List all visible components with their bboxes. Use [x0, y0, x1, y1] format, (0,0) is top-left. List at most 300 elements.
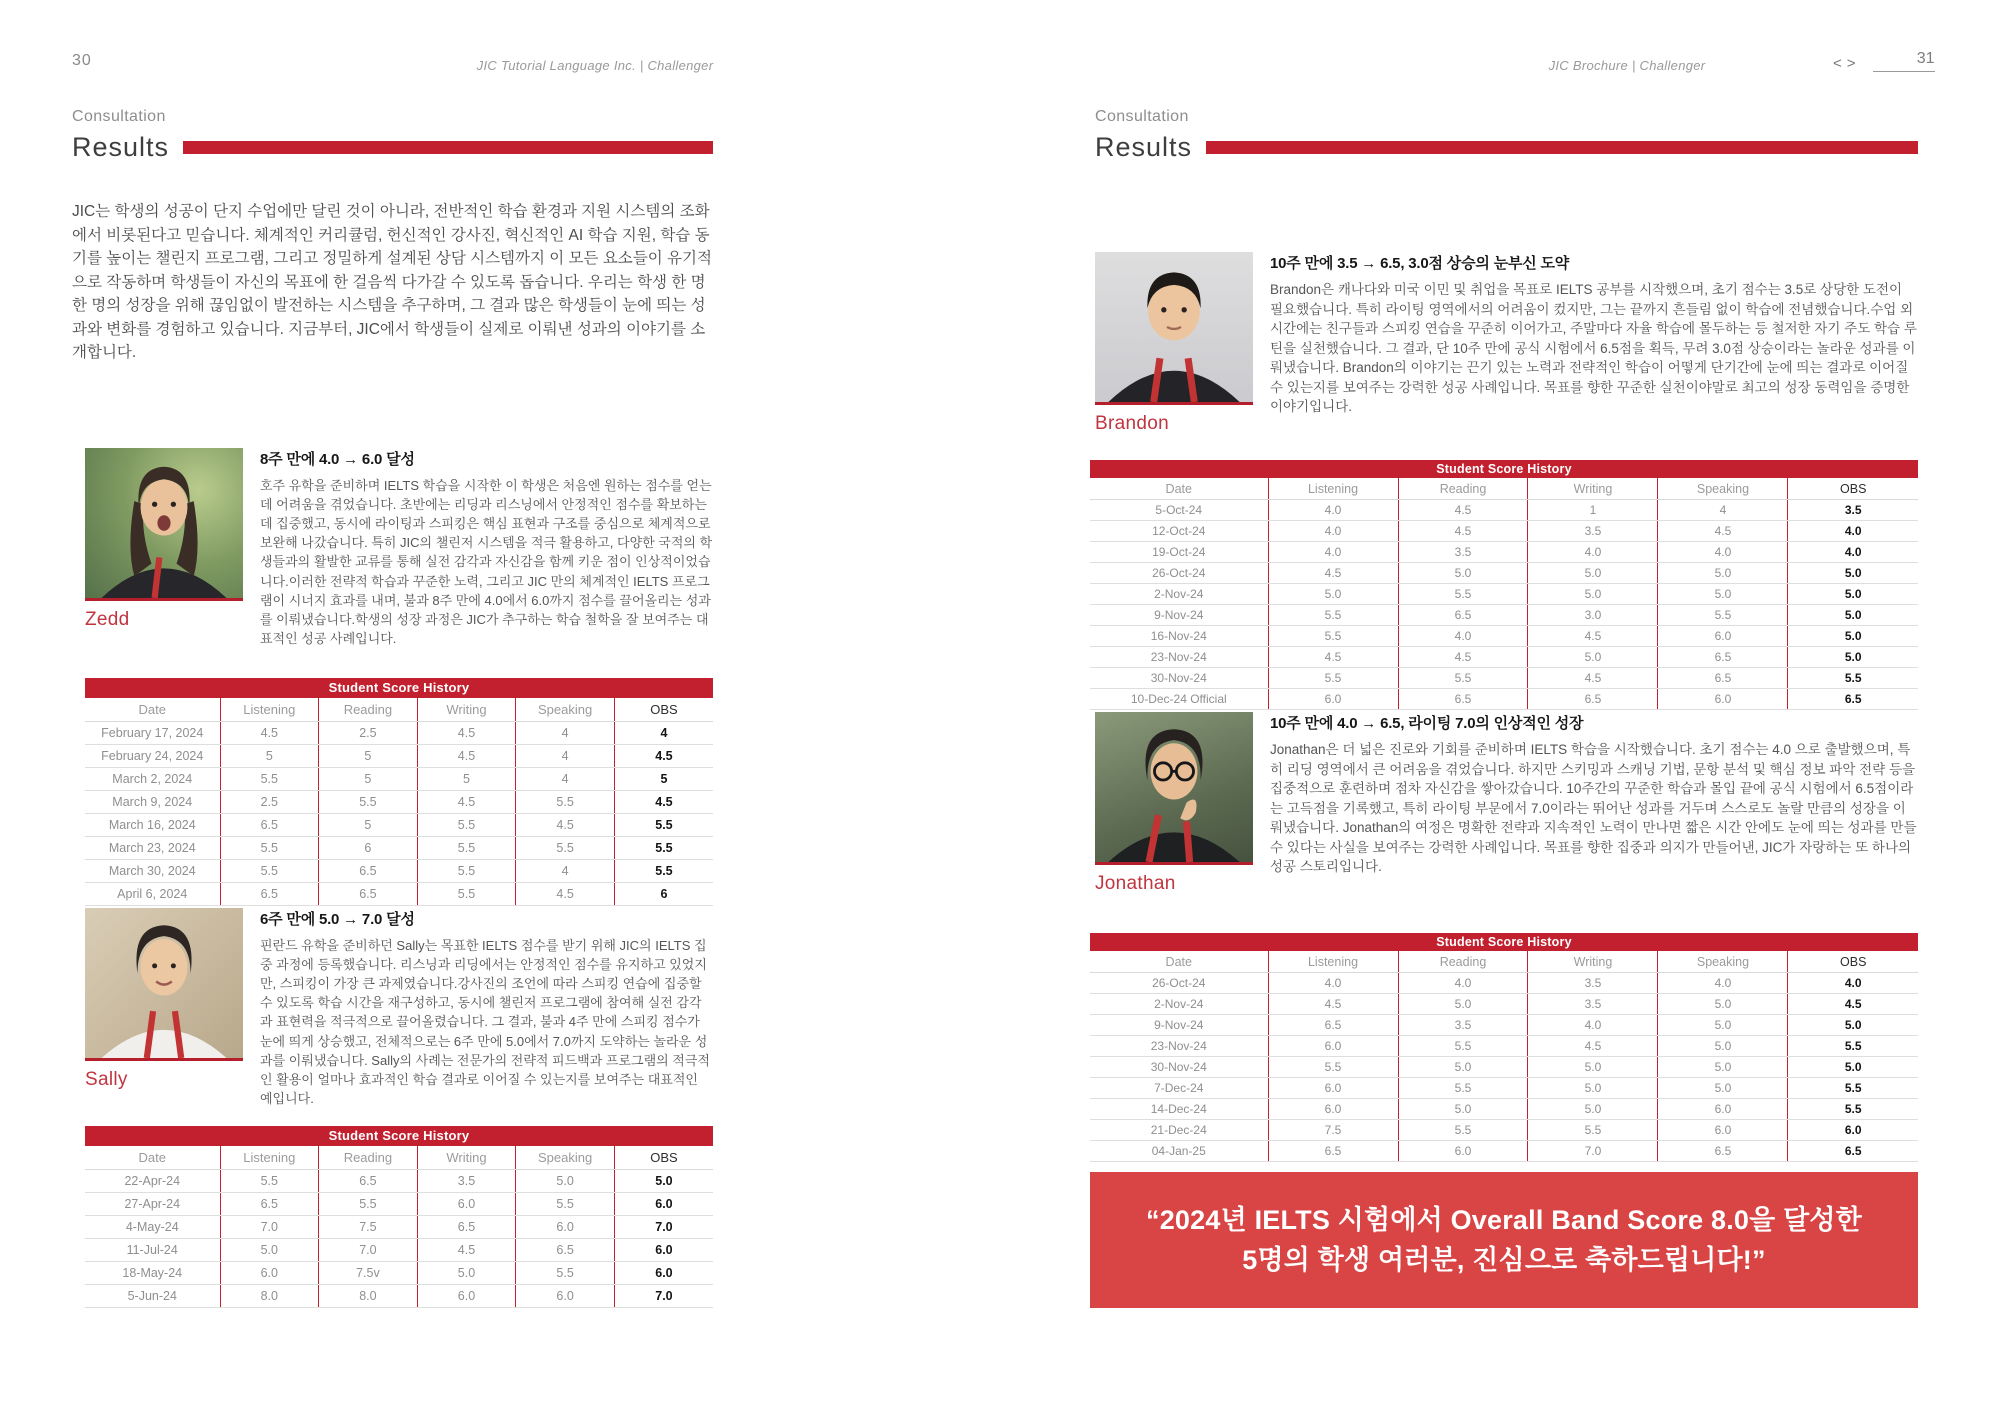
table-row [1090, 668, 1918, 689]
score-cell: 4 [516, 768, 615, 791]
score-cell: 7.0 [319, 1239, 418, 1262]
eyebrow-right: Consultation [1095, 108, 1189, 125]
date-cell: February 17, 2024 [85, 722, 220, 745]
date-cell: 14-Dec-24 [1090, 1099, 1268, 1120]
score-history-table [85, 698, 713, 906]
page-number-left-text: 30 [72, 52, 92, 69]
person-portrait-icon [85, 908, 243, 1058]
score-cell: 4.5 [417, 722, 516, 745]
student-photo-brandon [1095, 252, 1253, 405]
score-cell: 4 [1658, 500, 1788, 521]
date-cell: 4-May-24 [85, 1216, 220, 1239]
date-cell: March 2, 2024 [85, 768, 220, 791]
eyebrow-left: Consultation [72, 108, 166, 125]
table-header-row [85, 698, 713, 722]
table-row [85, 791, 713, 814]
column-header-listening: Listening [1268, 951, 1398, 973]
score-cell: 6.5 [516, 1239, 615, 1262]
table-row [1090, 563, 1918, 584]
next-page-icon[interactable]: > [1846, 55, 1861, 72]
score-cell: 4 [516, 860, 615, 883]
obs-cell: 6.0 [1788, 1120, 1918, 1141]
section-title-row-left [72, 132, 713, 163]
score-cell: 6.5 [417, 1216, 516, 1239]
score-cell: 3.5 [417, 1170, 516, 1193]
score-cell: 5.5 [1528, 1120, 1658, 1141]
table-row [1090, 689, 1918, 710]
date-cell: March 23, 2024 [85, 837, 220, 860]
column-header-listening: Listening [220, 698, 319, 722]
score-cell: 4.5 [1268, 563, 1398, 584]
score-table-jonathan [1090, 933, 1918, 1162]
score-cell: 7.5v [319, 1262, 418, 1285]
table-row [85, 1285, 713, 1308]
student-photo-zedd [85, 448, 243, 601]
person-portrait-icon [85, 448, 243, 598]
score-cell: 5.5 [417, 837, 516, 860]
score-cell: 5.0 [417, 1262, 516, 1285]
table-row [1090, 521, 1918, 542]
score-cell: 4.0 [1528, 1015, 1658, 1036]
score-cell: 6.0 [1398, 1141, 1528, 1162]
date-cell: 26-Oct-24 [1090, 973, 1268, 994]
table-row [1090, 1015, 1918, 1036]
table-row [1090, 542, 1918, 563]
score-cell: 5.5 [516, 1193, 615, 1216]
score-cell: 4.5 [1658, 521, 1788, 542]
score-cell: 5.5 [516, 837, 615, 860]
score-cell: 5.0 [1658, 1015, 1788, 1036]
score-cell: 5.5 [516, 791, 615, 814]
score-cell: 5.0 [1268, 584, 1398, 605]
column-header-speaking: Speaking [516, 1146, 615, 1170]
title-accent-bar [1206, 141, 1918, 154]
obs-cell: 5.0 [1788, 1057, 1918, 1078]
column-header-writing: Writing [1528, 951, 1658, 973]
page-title-right: Results [1095, 132, 1193, 162]
table-row [1090, 584, 1918, 605]
score-cell: 5.0 [1528, 1099, 1658, 1120]
obs-cell: 5.5 [614, 837, 713, 860]
score-cell: 5.5 [1398, 1120, 1528, 1141]
score-cell: 6.5 [319, 1170, 418, 1193]
score-cell: 8.0 [220, 1285, 319, 1308]
score-cell: 5.0 [1398, 563, 1528, 584]
score-cell: 4.5 [417, 791, 516, 814]
student-body-brandon: Brandon은 캐나다와 미국 이민 및 취업을 목표로 IELTS 공부를 시작했으며, 초기 점수는 3.5로 상당한 도전이 필요했습니다. 특히 라이팅 영역에서의 어려움이 컸지만, 그는 끝까지 흔들림 없이 학습에 전념했습니다.수업 외 시간에는 친구들과 스피킹 연습을 꾸준히 이어가고, 주말마다 자율 학습에 몰두하는 등 철저한 자기 주도 학습 루틴을 실천했습니다. 그 결과, 단 10주 만에 공식 시험에서 6.5점을 획득, 무려 3.0점 상승이라는 놀라운 성과를 이뤄냈습니다. Brandon의 이야기는 끈기 있는 노력과 전략적인 학습이 어떻게 단기간에 눈에 띄는 결과로 이어질 수 있는지를 보여주는 강력한 성공 사례입니다. 목표를 향한 꾸준한 실천이야말로 최고의 성장 동력임을 증명한 이야기입니다. [1270, 282, 1917, 415]
table-row [85, 1239, 713, 1262]
date-cell: 5-Oct-24 [1090, 500, 1268, 521]
column-header-speaking: Speaking [1658, 478, 1788, 500]
score-cell: 4.5 [516, 883, 615, 906]
obs-cell: 6 [614, 883, 713, 906]
obs-cell: 6.0 [614, 1239, 713, 1262]
obs-cell: 6.5 [1788, 1141, 1918, 1162]
score-cell: 4.0 [1398, 973, 1528, 994]
title-accent-bar [183, 141, 713, 154]
column-header-date: Date [1090, 951, 1268, 973]
obs-cell: 5.5 [1788, 1078, 1918, 1099]
score-cell: 6.0 [1268, 1099, 1398, 1120]
score-cell: 5.5 [220, 1170, 319, 1193]
score-cell: 4.5 [417, 1239, 516, 1262]
score-cell: 5.5 [516, 1262, 615, 1285]
score-cell: 6.0 [1268, 689, 1398, 710]
score-cell: 6.5 [1398, 605, 1528, 626]
column-header-writing: Writing [417, 1146, 516, 1170]
date-cell: 18-May-24 [85, 1262, 220, 1285]
date-cell: 04-Jan-25 [1090, 1141, 1268, 1162]
date-cell: 9-Nov-24 [1090, 1015, 1268, 1036]
score-cell: 6.5 [319, 860, 418, 883]
obs-cell: 5.0 [1788, 647, 1918, 668]
table-header-row [85, 1146, 713, 1170]
date-cell: 16-Nov-24 [1090, 626, 1268, 647]
score-cell: 5.0 [220, 1239, 319, 1262]
column-header-reading: Reading [319, 1146, 418, 1170]
score-cell: 6.5 [1268, 1141, 1398, 1162]
obs-cell: 5.5 [1788, 1036, 1918, 1057]
obs-cell: 5 [614, 768, 713, 791]
date-cell: 23-Nov-24 [1090, 647, 1268, 668]
score-cell: 1 [1528, 500, 1658, 521]
date-cell: 23-Nov-24 [1090, 1036, 1268, 1057]
score-cell: 5.5 [1658, 605, 1788, 626]
score-cell: 4.5 [1268, 994, 1398, 1015]
date-cell: 22-Apr-24 [85, 1170, 220, 1193]
obs-cell: 3.5 [1788, 500, 1918, 521]
score-cell: 4.5 [1528, 626, 1658, 647]
obs-cell: 5.0 [1788, 605, 1918, 626]
table-row [1090, 1078, 1918, 1099]
obs-cell: 5.0 [1788, 1015, 1918, 1036]
student-section-zedd [85, 448, 713, 648]
date-cell: 11-Jul-24 [85, 1239, 220, 1262]
score-table-title: Student Score History [85, 678, 713, 698]
score-cell: 5.5 [1398, 1036, 1528, 1057]
intro-paragraph: JIC는 학생의 성공이 단지 수업에만 달린 것이 아니라, 전반적인 학습 환경과 지원 시스템의 조화에서 비롯된다고 믿습니다. 체계적인 커리큘럼, 헌신적인 강사진, 혁신적인 AI 학습 지원, 학습 동기를 높이는 챌린지 프로그램, 그리고 정밀하게 설계된 상담 시스템까지 이 모든 요소들이 유기적으로 작동하며 학생들이 자신의 목표에 한 걸음씩 다가갈 수 있도록 돕습니다. 우리는 학생 한 명 한 명의 성장을 위해 끊임없이 발전하는 시스템을 추구하며, 그 결과 많은 학생들이 눈에 띄는 성과와 변화를 경험하고 있습니다. 지금부터, JIC에서 학생들이 실제로 이뤄낸 성과의 이야기를 소개합니다. [72, 203, 712, 362]
score-cell: 6.5 [1398, 689, 1528, 710]
date-cell: 19-Oct-24 [1090, 542, 1268, 563]
score-cell: 5.5 [319, 791, 418, 814]
student-section-sally [85, 908, 713, 1108]
congratulations-banner: “2024년 IELTS 시험에서 Overall Band Score 8.0을 달성한 5명의 학생 여러분, 진심으로 축하드립니다!” [1090, 1172, 1918, 1308]
table-row [1090, 605, 1918, 626]
date-cell: 2-Nov-24 [1090, 584, 1268, 605]
score-cell: 5.5 [1398, 584, 1528, 605]
date-cell: 26-Oct-24 [1090, 563, 1268, 584]
obs-cell: 4.0 [1788, 542, 1918, 563]
score-cell: 5.0 [1658, 1036, 1788, 1057]
table-row [85, 883, 713, 906]
obs-cell: 5.5 [1788, 668, 1918, 689]
score-cell: 7.5 [1268, 1120, 1398, 1141]
table-row [85, 814, 713, 837]
student-body-sally: 핀란드 유학을 준비하던 Sally는 목표한 IELTS 점수를 받기 위해 JIC의 IELTS 집중 과정에 등록했습니다. 리스닝과 리딩에서는 안정적인 점수를 유지하고 있었지만, 스피킹이 가장 큰 과제였습니다.강사진의 조언에 따라 스피킹 연습에 집중할 수 있도록 학습 시간을 재구성하고, 동시에 챌린저 프로그램에 참여해 실전 감각과 표현력을 적극적으로 끌어올렸습니다. 그 결과, 불과 4주 만에 스피킹 점수가 눈에 띄게 상승했고, 전체적으로는 6주 만에 5.0에서 7.0까지 도약하는 놀라운 성과를 이뤄냈습니다. Sally의 사례는 전문가의 전략적 피드백과 프로그램의 적극적인 활용이 얼마나 효과적인 학습 결과로 이어질 수 있는지를 보여주는 대표적인 예입니다. [260, 938, 710, 1106]
obs-cell: 6.0 [614, 1262, 713, 1285]
table-row [85, 860, 713, 883]
date-cell: March 30, 2024 [85, 860, 220, 883]
score-cell: 4.5 [516, 814, 615, 837]
score-cell: 4.5 [1268, 647, 1398, 668]
date-cell: 27-Apr-24 [85, 1193, 220, 1216]
score-cell: 5.5 [319, 1193, 418, 1216]
score-cell: 5.0 [1528, 1057, 1658, 1078]
score-cell: 4.5 [220, 722, 319, 745]
obs-cell: 5.0 [1788, 584, 1918, 605]
student-name-zedd: Zedd [85, 609, 130, 630]
student-heading-jonathan: 10주 만에 4.0 → 6.5, 라이팅 7.0의 인상적인 성장 [1270, 715, 1584, 732]
table-row [1090, 626, 1918, 647]
date-cell: 2-Nov-24 [1090, 994, 1268, 1015]
obs-cell: 7.0 [614, 1216, 713, 1239]
student-heading-zedd: 8주 만에 4.0 → 6.0 달성 [260, 451, 415, 468]
column-header-obs: OBS [1788, 951, 1918, 973]
column-header-obs: OBS [614, 1146, 713, 1170]
column-header-writing: Writing [1528, 478, 1658, 500]
student-name-sally: Sally [85, 1069, 128, 1090]
student-heading-brandon: 10주 만에 3.5 → 6.5, 3.0점 상승의 눈부신 도약 [1270, 255, 1570, 272]
person-portrait-icon [1095, 712, 1253, 862]
score-cell: 2.5 [319, 722, 418, 745]
score-history-table [1090, 951, 1918, 1162]
date-cell: April 6, 2024 [85, 883, 220, 906]
date-cell: February 24, 2024 [85, 745, 220, 768]
date-cell: 21-Dec-24 [1090, 1120, 1268, 1141]
date-cell: 7-Dec-24 [1090, 1078, 1268, 1099]
student-story-sally [260, 908, 713, 1108]
table-row [85, 745, 713, 768]
table-row [1090, 1099, 1918, 1120]
score-table-sally [85, 1126, 713, 1308]
score-cell: 6.0 [1658, 1120, 1788, 1141]
page-nav [1833, 50, 1935, 72]
score-cell: 3.5 [1528, 521, 1658, 542]
score-cell: 5.5 [417, 860, 516, 883]
student-photo-sally [85, 908, 243, 1061]
score-cell: 6.5 [1658, 647, 1788, 668]
column-header-date: Date [85, 1146, 220, 1170]
score-cell: 6.5 [220, 814, 319, 837]
score-cell: 6 [319, 837, 418, 860]
section-title-row-right [1095, 132, 1918, 163]
student-body-jonathan: Jonathan은 더 넓은 진로와 기회를 준비하며 IELTS 학습을 시작했습니다. 초기 점수는 4.0 으로 출발했으며, 특히 리딩 영역에서 큰 어려움을 겪었습니다. 하지만 스키밍과 스캐닝 기법, 문항 분석 및 핵심 정보 파악 전략 등을 집중적으로 훈련하며 점차 자신감을 쌓아갔습니다. 10주간의 꾸준한 학습과 몰입 끝에 공식 시험에서 6.5점이라는 고득점을 기록했고, 특히 라이팅 부문에서 7.0이라는 뛰어난 성과를 거두며 스스로도 놀랄 만큼의 성장을 이뤄냈습니다. Jonathan의 여정은 명확한 전략과 지속적인 노력이 만나면 짧은 시간 안에도 눈에 띄는 성과를 만들 수 있다는 사실을 보여주는 강력한 사례입니다. 목표를 향한 집중과 의지가 만들어낸, JIC가 자랑하는 또 하나의 성공 스토리입니다. [1270, 742, 1917, 875]
page-number-right: 31 [1873, 50, 1935, 72]
score-cell: 5.5 [1268, 668, 1398, 689]
column-header-writing: Writing [417, 698, 516, 722]
score-cell: 5.0 [1398, 1099, 1528, 1120]
obs-cell: 4.5 [614, 791, 713, 814]
page-title-left: Results [72, 132, 170, 162]
table-header-row [1090, 951, 1918, 973]
score-cell: 4 [516, 745, 615, 768]
nav-arrows[interactable] [1833, 55, 1861, 72]
obs-cell: 5.5 [1788, 1099, 1918, 1120]
table-row [1090, 647, 1918, 668]
score-cell: 5.5 [220, 837, 319, 860]
score-cell: 6.0 [1658, 1099, 1788, 1120]
score-cell: 6.0 [1268, 1036, 1398, 1057]
score-cell: 5.5 [220, 860, 319, 883]
score-cell: 5.0 [516, 1170, 615, 1193]
score-cell: 4.0 [1268, 500, 1398, 521]
page-number-left [72, 52, 92, 70]
score-cell: 3.5 [1398, 542, 1528, 563]
table-row [1090, 1120, 1918, 1141]
score-cell: 4.0 [1398, 626, 1528, 647]
score-cell: 6.0 [516, 1216, 615, 1239]
score-cell: 5 [319, 814, 418, 837]
score-table-title: Student Score History [1090, 460, 1918, 478]
obs-cell: 6.5 [1788, 689, 1918, 710]
score-cell: 6.0 [1658, 689, 1788, 710]
table-row [1090, 973, 1918, 994]
date-cell: 30-Nov-24 [1090, 668, 1268, 689]
score-cell: 3.5 [1398, 1015, 1528, 1036]
score-cell: 5.0 [1658, 994, 1788, 1015]
score-cell: 5.5 [1268, 605, 1398, 626]
score-cell: 4.5 [1398, 500, 1528, 521]
score-cell: 5.5 [1398, 668, 1528, 689]
score-cell: 6.0 [516, 1285, 615, 1308]
score-cell: 5.5 [417, 814, 516, 837]
column-header-speaking: Speaking [1658, 951, 1788, 973]
score-cell: 5.0 [1528, 647, 1658, 668]
student-photo-column [1095, 252, 1253, 435]
column-header-reading: Reading [1398, 951, 1528, 973]
table-header-row [1090, 478, 1918, 500]
table-row [85, 1216, 713, 1239]
score-cell: 4 [516, 722, 615, 745]
score-cell: 5.0 [1398, 994, 1528, 1015]
student-body-zedd: 호주 유학을 준비하며 IELTS 학습을 시작한 이 학생은 처음엔 원하는 점수를 얻는 데 어려움을 겪었습니다. 초반에는 리딩과 리스닝에서 안정적인 점수를 확보하는 데 집중했고, 동시에 라이팅과 스피킹은 핵심 표현과 구조를 중심으로 체계적으로 보완해 나갔습니다. 특히 JIC의 챌린저 시스템을 적극 활용하고, 다양한 국적의 학생들과의 활발한 교류를 통해 실전 감각과 자신감을 함께 키운 점이 인상적이었습니다.이러한 전략적 학습과 꾸준한 노력, 그리고 JIC 만의 체계적인 IELTS 프로그램이 시너지 효과를 내며, 불과 8주 만에 4.0에서 6.0까지 점수를 끌어올리는 성과를 이뤄냈습니다.학생의 성장 과정은 JIC가 추구하는 학습 철학을 잘 보여주는 대표적인 성공 사례입니다. [260, 478, 713, 646]
obs-cell: 5.5 [614, 814, 713, 837]
table-row [1090, 994, 1918, 1015]
score-cell: 6.0 [417, 1193, 516, 1216]
obs-cell: 7.0 [614, 1285, 713, 1308]
score-cell: 5 [319, 745, 418, 768]
student-photo-column [1095, 712, 1253, 895]
score-cell: 4.0 [1528, 542, 1658, 563]
running-header-right: JIC Brochure | Challenger [1548, 58, 1706, 73]
score-cell: 4.5 [1398, 647, 1528, 668]
table-row [85, 1262, 713, 1285]
column-header-date: Date [1090, 478, 1268, 500]
score-cell: 6.5 [220, 1193, 319, 1216]
score-cell: 4.0 [1268, 973, 1398, 994]
score-cell: 5 [220, 745, 319, 768]
score-cell: 5.0 [1528, 563, 1658, 584]
student-photo-column [85, 908, 243, 1091]
student-story-brandon [1270, 252, 1918, 417]
obs-cell: 4 [614, 722, 713, 745]
score-cell: 4.0 [1268, 542, 1398, 563]
score-cell: 5.0 [1658, 563, 1788, 584]
obs-cell: 4.5 [614, 745, 713, 768]
score-cell: 5.0 [1528, 584, 1658, 605]
score-cell: 8.0 [319, 1285, 418, 1308]
column-header-obs: OBS [1788, 478, 1918, 500]
student-photo-jonathan [1095, 712, 1253, 865]
date-cell: March 9, 2024 [85, 791, 220, 814]
score-cell: 3.0 [1528, 605, 1658, 626]
score-cell: 6.5 [1528, 689, 1658, 710]
student-heading-sally: 6주 만에 5.0 → 7.0 달성 [260, 911, 415, 928]
person-portrait-icon [1095, 252, 1253, 402]
column-header-listening: Listening [220, 1146, 319, 1170]
student-photo-column [85, 448, 243, 631]
student-story-zedd [260, 448, 713, 648]
score-cell: 5.5 [417, 883, 516, 906]
obs-cell: 5.0 [614, 1170, 713, 1193]
score-cell: 5.0 [1658, 1057, 1788, 1078]
student-name-brandon: Brandon [1095, 413, 1169, 434]
table-row [1090, 1141, 1918, 1162]
score-cell: 7.0 [1528, 1141, 1658, 1162]
score-cell: 7.0 [220, 1216, 319, 1239]
score-history-table [85, 1146, 713, 1308]
score-cell: 5.0 [1658, 584, 1788, 605]
student-name-jonathan: Jonathan [1095, 873, 1176, 894]
score-cell: 6.0 [220, 1262, 319, 1285]
prev-page-icon[interactable]: < [1833, 55, 1847, 72]
column-header-reading: Reading [319, 698, 418, 722]
date-cell: March 16, 2024 [85, 814, 220, 837]
score-cell: 6.5 [1268, 1015, 1398, 1036]
score-table-title: Student Score History [85, 1126, 713, 1146]
score-cell: 6.5 [220, 883, 319, 906]
table-row [85, 722, 713, 745]
score-cell: 3.5 [1528, 973, 1658, 994]
score-cell: 5 [417, 768, 516, 791]
obs-cell: 4.5 [1788, 994, 1918, 1015]
obs-cell: 4.0 [1788, 521, 1918, 542]
date-cell: 10-Dec-24 Official [1090, 689, 1268, 710]
obs-cell: 6.0 [614, 1193, 713, 1216]
table-row [1090, 500, 1918, 521]
running-header-left: JIC Tutorial Language Inc. | Challenger [476, 58, 714, 73]
score-cell: 5.0 [1528, 1078, 1658, 1099]
student-story-jonathan [1270, 712, 1918, 877]
obs-cell: 5.0 [1788, 563, 1918, 584]
student-section-brandon [1095, 252, 1918, 435]
column-header-obs: OBS [614, 698, 713, 722]
score-cell: 4.0 [1658, 973, 1788, 994]
column-header-listening: Listening [1268, 478, 1398, 500]
score-cell: 5.5 [1268, 626, 1398, 647]
score-cell: 4.5 [1528, 1036, 1658, 1057]
score-table-title: Student Score History [1090, 933, 1918, 951]
score-cell: 5.5 [220, 768, 319, 791]
date-cell: 9-Nov-24 [1090, 605, 1268, 626]
score-cell: 5.5 [1268, 1057, 1398, 1078]
score-cell: 6.5 [1658, 668, 1788, 689]
column-header-reading: Reading [1398, 478, 1528, 500]
score-table-zedd [85, 678, 713, 906]
score-cell: 5.0 [1398, 1057, 1528, 1078]
obs-cell: 5.5 [614, 860, 713, 883]
score-cell: 2.5 [220, 791, 319, 814]
score-cell: 4.5 [1528, 668, 1658, 689]
score-cell: 3.5 [1528, 994, 1658, 1015]
score-cell: 5 [319, 768, 418, 791]
table-row [1090, 1036, 1918, 1057]
table-row [85, 1170, 713, 1193]
table-row [85, 837, 713, 860]
date-cell: 5-Jun-24 [85, 1285, 220, 1308]
table-row [85, 768, 713, 791]
score-cell: 6.5 [1658, 1141, 1788, 1162]
